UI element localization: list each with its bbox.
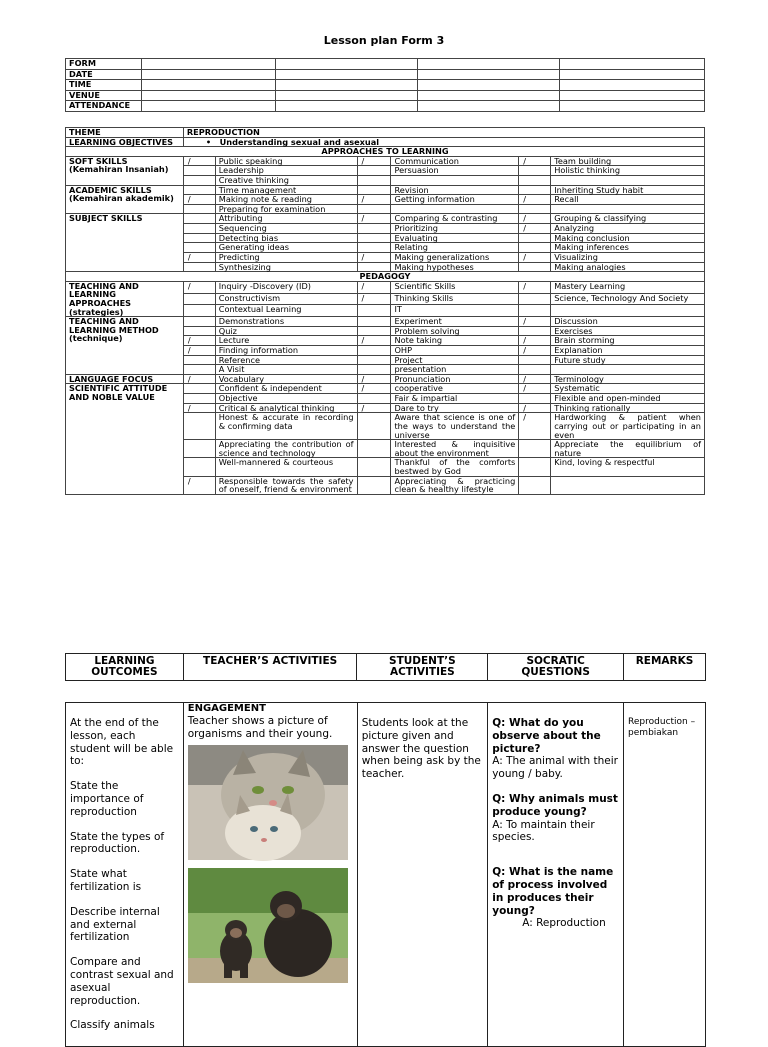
skill-item: Appreciating the contribution of science and technology: [215, 440, 357, 458]
tick-cell: /: [519, 317, 551, 327]
tick-cell: /: [519, 403, 551, 413]
tick-cell: [357, 243, 391, 253]
tick-cell: /: [519, 336, 551, 346]
tick-cell: /: [519, 224, 551, 234]
section-label: SCIENTIFIC ATTITUDE AND NOBLE VALUE: [66, 384, 184, 494]
tick-cell: /: [357, 281, 391, 293]
skill-item: Sequencing: [215, 224, 357, 234]
header-student-activities: STUDENT’S ACTIVITIES: [357, 654, 488, 681]
tick-cell: [357, 346, 391, 356]
remarks-cell: [624, 703, 706, 1047]
tick-cell: [183, 262, 215, 272]
tick-cell: [183, 394, 215, 404]
skill-item: Team building: [551, 156, 705, 166]
skill-item: Predicting: [215, 252, 357, 262]
tick-cell: [183, 317, 215, 327]
tick-cell: /: [357, 156, 391, 166]
form-info-table: [65, 58, 705, 112]
skill-item: [551, 476, 705, 494]
form-field-label: DATE: [66, 69, 142, 80]
skill-item: [551, 365, 705, 375]
skill-item: Reference: [215, 355, 357, 365]
skill-item: Making generalizations: [391, 252, 519, 262]
skill-item: Vocabulary: [215, 374, 357, 384]
form-field-value[interactable]: [560, 90, 705, 101]
skill-item: Fair & impartial: [391, 394, 519, 404]
skill-item: Thinking rationally: [551, 403, 705, 413]
skill-item: Time management: [215, 185, 357, 195]
skill-item: Persuasion: [391, 166, 519, 176]
objectives-text: Understanding sexual and asexual: [219, 136, 380, 147]
tick-cell: [183, 204, 215, 214]
outcome-item: State what fertilization is: [70, 868, 142, 893]
skill-item: Finding information: [215, 346, 357, 356]
form-field-value[interactable]: [560, 59, 705, 70]
tick-cell: [357, 305, 391, 317]
tick-cell: /: [183, 336, 215, 346]
skill-item: Lecture: [215, 336, 357, 346]
form-field-value[interactable]: [417, 69, 560, 80]
tick-cell: [357, 224, 391, 234]
tick-cell: [519, 233, 551, 243]
socratic-answer: A: The animal with their young / baby.: [492, 755, 618, 781]
tick-cell: [357, 476, 391, 494]
tick-cell: [519, 262, 551, 272]
skill-item: Scientific Skills: [391, 281, 519, 293]
tick-cell: /: [357, 384, 391, 394]
tick-cell: [519, 166, 551, 176]
tick-cell: [357, 365, 391, 375]
form-row: [66, 90, 705, 101]
skill-item: Thinking Skills: [391, 293, 519, 305]
skill-item: cooperative: [391, 384, 519, 394]
skill-item: OHP: [391, 346, 519, 356]
tick-cell: [183, 233, 215, 243]
tick-cell: [183, 305, 215, 317]
outcome-item: State the types of reproduction.: [70, 830, 165, 856]
tick-cell: [357, 440, 391, 458]
socratic-questions-cell: [488, 703, 624, 1047]
form-field-value[interactable]: [141, 69, 275, 80]
skill-item: Well-mannered & courteous: [215, 458, 357, 476]
form-row: [66, 69, 705, 80]
tick-cell: [357, 176, 391, 186]
skill-item: Problem solving: [391, 326, 519, 336]
tick-cell: [183, 413, 215, 440]
form-field-value[interactable]: [141, 90, 275, 101]
section-label: SOFT SKILLS (Kemahiran Insaniah): [66, 156, 184, 185]
teacher-text: Teacher shows a picture of organisms and their young.: [187, 715, 333, 740]
skill-item: Visualizing: [551, 252, 705, 262]
outcome-item: At the end of the lesson, each student will be able to:: [70, 717, 174, 768]
tick-cell: /: [357, 195, 391, 205]
skill-row: [66, 317, 705, 327]
section-label: LANGUAGE FOCUS: [66, 374, 184, 384]
tick-cell: /: [357, 214, 391, 224]
skill-item: Public speaking: [215, 156, 357, 166]
tick-cell: [183, 214, 215, 224]
skill-item: Demonstrations: [215, 317, 357, 327]
learning-outcomes-cell: [66, 703, 184, 1047]
tick-cell: /: [357, 336, 391, 346]
form-field-label: VENUE: [66, 90, 142, 101]
cat-photo: [188, 745, 348, 860]
tick-cell: /: [519, 374, 551, 384]
form-field-value[interactable]: [275, 90, 417, 101]
tick-cell: [519, 365, 551, 375]
form-field-value[interactable]: [141, 101, 275, 112]
skill-item: Relating: [391, 243, 519, 253]
skill-item: Objective: [215, 394, 357, 404]
tick-cell: [357, 355, 391, 365]
skill-item: presentation: [391, 365, 519, 375]
tick-cell: [357, 413, 391, 440]
skill-item: A Visit: [215, 365, 357, 375]
tick-cell: [519, 355, 551, 365]
student-activities-cell: [357, 703, 488, 1047]
skill-item: Leadership: [215, 166, 357, 176]
tick-cell: [519, 394, 551, 404]
skill-item: Synthesizing: [215, 262, 357, 272]
tick-cell: /: [357, 293, 391, 305]
section-label: TEACHING AND LEARNING APPROACHES (strategies): [66, 281, 184, 316]
tick-cell: [519, 440, 551, 458]
skill-item: [551, 305, 705, 317]
tick-cell: [183, 365, 215, 375]
tick-cell: /: [357, 374, 391, 384]
outcome-item: State the importance of reproduction: [70, 780, 144, 818]
skill-item: Inheriting Study habit: [551, 185, 705, 195]
skill-item: [551, 176, 705, 186]
tick-cell: /: [519, 156, 551, 166]
tick-cell: [357, 458, 391, 476]
tick-cell: /: [519, 384, 551, 394]
tick-cell: /: [519, 195, 551, 205]
form-field-value[interactable]: [141, 59, 275, 70]
form-field-value[interactable]: [417, 101, 560, 112]
skill-row: [66, 185, 705, 195]
tick-cell: [183, 458, 215, 476]
form-field-value[interactable]: [417, 59, 560, 70]
skill-item: Systematic: [551, 384, 705, 394]
skill-item: Appreciate the equilibrium of nature: [551, 440, 705, 458]
skill-item: Confident & independent: [215, 384, 357, 394]
form-field-value[interactable]: [141, 80, 275, 91]
objectives-value: • Understanding sexual and asexual: [183, 137, 704, 147]
engagement-label: ENGAGEMENT: [187, 703, 266, 714]
outcome-item: Classify animals: [70, 1019, 155, 1032]
tick-cell: /: [519, 214, 551, 224]
tick-cell: /: [357, 403, 391, 413]
skill-item: Future study: [551, 355, 705, 365]
skill-item: Creative thinking: [215, 176, 357, 186]
tick-cell: [519, 476, 551, 494]
tick-cell: [519, 243, 551, 253]
form-field-value[interactable]: [560, 69, 705, 80]
skill-item: Making hypotheses: [391, 262, 519, 272]
skill-item: Communication: [391, 156, 519, 166]
approaches-heading: APPROACHES TO LEARNING: [66, 147, 705, 157]
tick-cell: [357, 166, 391, 176]
skill-item: Making analogies: [551, 262, 705, 272]
tick-cell: [519, 293, 551, 305]
teacher-activities-cell: [183, 703, 357, 1047]
tick-cell: /: [183, 374, 215, 384]
tick-cell: [357, 317, 391, 327]
form-field-value[interactable]: [275, 59, 417, 70]
skill-item: Evaluating: [391, 233, 519, 243]
outcome-item: Compare and contrast sexual and asexual reproduction.: [70, 956, 174, 1007]
skill-item: Discussion: [551, 317, 705, 327]
tick-cell: [183, 440, 215, 458]
tick-cell: [183, 293, 215, 305]
skill-item: Hardworking & patient when carrying out or participating in an even: [551, 413, 705, 440]
skill-item: Appreciating & practicing clean & healthy lifestyle: [391, 476, 519, 494]
page-title: Lesson plan Form 3: [323, 34, 445, 47]
skill-item: Critical & analytical thinking: [215, 403, 357, 413]
skill-item: Preparing for examination: [215, 204, 357, 214]
socratic-question: Q: What is the name of process involved in produces their young?: [492, 866, 614, 917]
tick-cell: /: [183, 195, 215, 205]
form-field-label: TIME: [66, 80, 142, 91]
remarks-text: Reproduction – pembiakan: [628, 717, 696, 738]
skill-item: Making note & reading: [215, 195, 357, 205]
tick-cell: /: [183, 156, 215, 166]
skill-item: Note taking: [391, 336, 519, 346]
skill-row: [66, 214, 705, 224]
theme-row: [66, 128, 705, 138]
skill-item: Explanation: [551, 346, 705, 356]
skill-item: Comparing & contrasting: [391, 214, 519, 224]
skill-item: Grouping & classifying: [551, 214, 705, 224]
header-remarks: REMARKS: [624, 654, 706, 681]
form-field-value[interactable]: [417, 80, 560, 91]
form-field-value[interactable]: [560, 80, 705, 91]
skill-item: Interested & inquisitive about the environment: [391, 440, 519, 458]
section-label: TEACHING AND LEARNING METHOD (technique): [66, 317, 184, 375]
activities-table: [65, 702, 706, 1047]
skill-item: Quiz: [215, 326, 357, 336]
skill-item: Pronunciation: [391, 374, 519, 384]
form-field-value[interactable]: [417, 90, 560, 101]
form-row: [66, 80, 705, 91]
student-text: Students look at the picture given and answer the question when being ask by the teacher.: [361, 717, 481, 781]
socratic-answer: A: Reproduction: [522, 917, 606, 930]
skill-item: Making inferences: [551, 243, 705, 253]
approaches-heading-row: [66, 147, 705, 157]
skill-item: Holistic thinking: [551, 166, 705, 176]
form-field-label: FORM: [66, 59, 142, 70]
header-socratic-questions: SOCRATIC QUESTIONS: [488, 654, 624, 681]
theme-label: THEME: [66, 128, 184, 138]
skill-item: Analyzing: [551, 224, 705, 234]
tick-cell: /: [183, 346, 215, 356]
tick-cell: /: [519, 346, 551, 356]
skill-item: Constructivism: [215, 293, 357, 305]
skill-item: Generating ideas: [215, 243, 357, 253]
skill-item: Recall: [551, 195, 705, 205]
pedagogy-heading-row: [66, 272, 705, 282]
form-field-value[interactable]: [560, 101, 705, 112]
tick-cell: /: [183, 403, 215, 413]
skill-item: Honest & accurate in recording & confirming data: [215, 413, 357, 440]
form-field-value[interactable]: [275, 69, 417, 80]
header-teacher-activities: TEACHER’S ACTIVITIES: [183, 654, 357, 681]
skill-item: Thankful of the comforts bestwed by God: [391, 458, 519, 476]
lesson-plan-table: [65, 127, 705, 495]
skill-item: Experiment: [391, 317, 519, 327]
socratic-question: Q: What do you observe about the picture?: [492, 717, 601, 755]
tick-cell: [183, 355, 215, 365]
tick-cell: /: [357, 252, 391, 262]
socratic-answer: A: To maintain their species.: [492, 818, 595, 844]
skill-item: [391, 176, 519, 186]
skill-item: Detecting bias: [215, 233, 357, 243]
section-label: ACADEMIC SKILLS (Kemahiran akademik): [66, 185, 184, 214]
tick-cell: [183, 176, 215, 186]
skill-item: Attributing: [215, 214, 357, 224]
outcome-item: Describe internal and external fertilization: [70, 905, 160, 944]
skill-item: Revision: [391, 185, 519, 195]
section-label: SUBJECT SKILLS: [66, 214, 184, 272]
skill-item: Project: [391, 355, 519, 365]
tick-cell: [519, 305, 551, 317]
skill-item: Getting information: [391, 195, 519, 205]
skill-item: Responsible towards the safety of oneself, friend & environment: [215, 476, 357, 494]
skill-item: Inquiry -Discovery (ID): [215, 281, 357, 293]
chimpanzee-photo: [188, 868, 348, 983]
skill-item: Dare to try: [391, 403, 519, 413]
tick-cell: [183, 166, 215, 176]
skill-item: Making conclusion: [551, 233, 705, 243]
tick-cell: [357, 394, 391, 404]
tick-cell: /: [183, 281, 215, 293]
socratic-question: Q: Why animals must produce young?: [492, 792, 618, 818]
skill-item: Exercises: [551, 326, 705, 336]
skill-item: Flexible and open-minded: [551, 394, 705, 404]
form-field-value[interactable]: [275, 101, 417, 112]
skill-item: Mastery Learning: [551, 281, 705, 293]
tick-cell: /: [519, 252, 551, 262]
form-field-value[interactable]: [275, 80, 417, 91]
tick-cell: /: [183, 476, 215, 494]
skill-item: IT: [391, 305, 519, 317]
pedagogy-heading: PEDAGOGY: [66, 272, 705, 282]
tick-cell: [519, 176, 551, 186]
tick-cell: [183, 224, 215, 234]
skill-row: [66, 281, 705, 293]
skill-item: Science, Technology And Society: [551, 293, 705, 305]
tick-cell: /: [519, 413, 551, 440]
skill-item: Contextual Learning: [215, 305, 357, 317]
skill-item: Terminology: [551, 374, 705, 384]
tick-cell: [183, 243, 215, 253]
form-row: [66, 101, 705, 112]
skill-item: Aware that science is one of the ways to understand the universe: [391, 413, 519, 440]
skill-item: Kind, loving & respectful: [551, 458, 705, 476]
theme-value: REPRODUCTION: [183, 128, 704, 138]
form-field-label: ATTENDANCE: [66, 101, 142, 112]
tick-cell: [183, 384, 215, 394]
objectives-label: LEARNING OBJECTIVES: [66, 137, 184, 147]
skill-item: Brain storming: [551, 336, 705, 346]
activities-header-table: [65, 653, 706, 681]
tick-cell: [519, 458, 551, 476]
tick-cell: /: [183, 252, 215, 262]
tick-cell: /: [519, 281, 551, 293]
skill-item: Prioritizing: [391, 224, 519, 234]
tick-cell: [357, 233, 391, 243]
header-learning-outcomes: LEARNING OUTCOMES: [66, 654, 184, 681]
form-row: [66, 59, 705, 70]
